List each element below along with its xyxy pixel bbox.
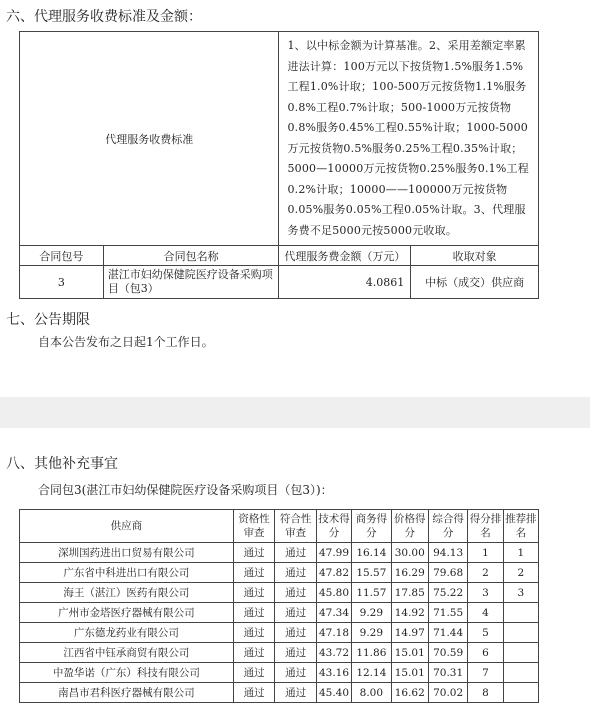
fee-header-cell: 合同包名称	[103, 246, 279, 266]
score-cell: 47.99	[316, 543, 351, 563]
score-cell: 15.01	[391, 643, 428, 663]
fee-label-cell: 代理服务收费标准	[20, 32, 279, 246]
score-cell: 79.68	[428, 563, 467, 583]
score-header-cell: 符合性审查	[275, 510, 317, 543]
score-cell: 9.29	[352, 623, 391, 643]
score-cell: 4	[468, 603, 503, 623]
score-cell: 45.80	[316, 583, 351, 603]
supplier-name: 海王（湛江）医药有限公司	[20, 583, 234, 603]
score-cell: 通过	[233, 643, 275, 663]
supplier-name: 江西省中钰承商贸有限公司	[20, 643, 234, 663]
score-cell: 45.40	[316, 683, 351, 703]
table-row	[20, 623, 539, 643]
score-cell: 71.55	[428, 603, 467, 623]
score-cell: 通过	[233, 623, 275, 643]
score-cell: 8	[468, 683, 503, 703]
score-cell: 7	[468, 663, 503, 683]
score-cell	[503, 623, 538, 643]
score-cell: 11.57	[352, 583, 391, 603]
score-cell: 11.86	[352, 643, 391, 663]
fee-table	[19, 31, 539, 299]
notice-period-text: 自本公告发布之日起1个工作日。	[38, 335, 214, 349]
table-row	[20, 543, 539, 563]
score-cell: 16.29	[391, 563, 428, 583]
score-header-cell: 综合得分	[428, 510, 467, 543]
score-header-cell: 价格得分	[391, 510, 428, 543]
score-cell: 94.13	[428, 543, 467, 563]
score-cell: 16.62	[391, 683, 428, 703]
score-cell: 47.82	[316, 563, 351, 583]
score-header-cell: 得分排名	[468, 510, 503, 543]
table-row	[20, 603, 539, 623]
score-cell: 43.72	[316, 643, 351, 663]
fee-amount: 4.0861	[279, 266, 411, 299]
section7-title: 七、公告期限	[6, 312, 90, 328]
supplier-name: 南昌市君科医疗器械有限公司	[20, 683, 234, 703]
score-cell: 47.18	[316, 623, 351, 643]
score-cell: 通过	[233, 603, 275, 623]
supplier-name: 广东德龙药业有限公司	[20, 623, 234, 643]
fee-header-cell: 收取对象	[411, 246, 539, 266]
table-row	[20, 583, 539, 603]
score-cell: 16.14	[352, 543, 391, 563]
score-cell: 通过	[275, 583, 317, 603]
score-cell: 71.44	[428, 623, 467, 643]
score-cell: 1	[503, 543, 538, 563]
score-header-cell: 资格性审查	[233, 510, 275, 543]
score-cell: 14.92	[391, 603, 428, 623]
package-subtitle: 合同包3(湛江市妇幼保健院医疗设备采购项目（包3）)：	[38, 483, 333, 497]
score-cell: 6	[468, 643, 503, 663]
score-cell	[503, 603, 538, 623]
supplier-name: 广州市金塔医疗器械有限公司	[20, 603, 234, 623]
score-cell: 通过	[275, 623, 317, 643]
score-cell: 14.97	[391, 623, 428, 643]
supplier-score-table	[19, 509, 539, 703]
fee-target: 中标（成交）供应商	[411, 266, 539, 299]
score-cell: 2	[468, 563, 503, 583]
score-header-cell: 推荐排名	[503, 510, 538, 543]
score-cell: 通过	[233, 663, 275, 683]
score-cell: 17.85	[391, 583, 428, 603]
table-row	[20, 563, 539, 583]
supplier-name: 中盈华诺（广东）科技有限公司	[20, 663, 234, 683]
supplier-name: 广东省中科进出口有限公司	[20, 563, 234, 583]
fee-data-row	[20, 266, 539, 299]
fee-header-cell: 代理服务费金额（万元）	[279, 246, 411, 266]
score-cell	[503, 683, 538, 703]
score-cell: 通过	[275, 603, 317, 623]
fee-header-row	[20, 246, 539, 266]
score-cell: 30.00	[391, 543, 428, 563]
score-cell: 15.01	[391, 663, 428, 683]
score-cell: 通过	[275, 563, 317, 583]
score-cell: 通过	[233, 563, 275, 583]
score-header-cell: 技术得分	[316, 510, 351, 543]
score-cell: 通过	[233, 683, 275, 703]
score-cell: 通过	[275, 643, 317, 663]
score-cell: 70.31	[428, 663, 467, 683]
score-cell: 5	[468, 623, 503, 643]
score-cell: 8.00	[352, 683, 391, 703]
score-cell: 通过	[275, 683, 317, 703]
score-cell: 1	[468, 543, 503, 563]
score-cell: 通过	[233, 583, 275, 603]
score-cell: 47.34	[316, 603, 351, 623]
section-divider	[0, 397, 590, 428]
score-cell	[503, 643, 538, 663]
package-number: 3	[20, 266, 104, 299]
fee-header-cell: 合同包号	[20, 246, 104, 266]
score-header-cell: 供应商	[20, 510, 234, 543]
score-cell: 70.02	[428, 683, 467, 703]
score-cell	[503, 663, 538, 683]
fee-rules-cell: 1、以中标金额为计算基准。2、采用差额定率累进法计算：100万元以下按货物1.5%服务1.5%工程1.0%计取；100-500万元按货物1.1%服务0.8%工程0.7%计取；500-1000万元按货物0.8%服务0.45%工程0.55%计取；1000-5000万元按货物0.5%服务0.25%工程0.35%计取；5000—10000万元按货物0.25%服务0.1%工程0.2%计取；10000——100000万元按货物0.05%服务0.05%工程0.05%计取。3、代理服务费不足5000元按5000元收取。	[279, 32, 539, 246]
score-cell: 通过	[233, 543, 275, 563]
score-header-cell: 商务得分	[352, 510, 391, 543]
package-name: 湛江市妇幼保健院医疗设备采购项目（包3）	[103, 266, 279, 299]
score-cell: 9.29	[352, 603, 391, 623]
score-table-body	[20, 543, 539, 703]
score-cell: 通过	[275, 663, 317, 683]
score-cell: 75.22	[428, 583, 467, 603]
score-cell: 通过	[275, 543, 317, 563]
table-row	[20, 683, 539, 703]
table-row	[20, 663, 539, 683]
table-row	[20, 643, 539, 663]
score-cell: 15.57	[352, 563, 391, 583]
score-cell: 12.14	[352, 663, 391, 683]
score-cell: 3	[468, 583, 503, 603]
score-cell: 70.59	[428, 643, 467, 663]
section6-title: 六、代理服务收费标准及金额：	[6, 9, 202, 25]
score-cell: 43.16	[316, 663, 351, 683]
score-header-row	[20, 510, 539, 543]
score-cell: 2	[503, 563, 538, 583]
supplier-name: 深圳国药进出口贸易有限公司	[20, 543, 234, 563]
section8-title: 八、其他补充事宜	[6, 456, 118, 472]
score-cell: 3	[503, 583, 538, 603]
